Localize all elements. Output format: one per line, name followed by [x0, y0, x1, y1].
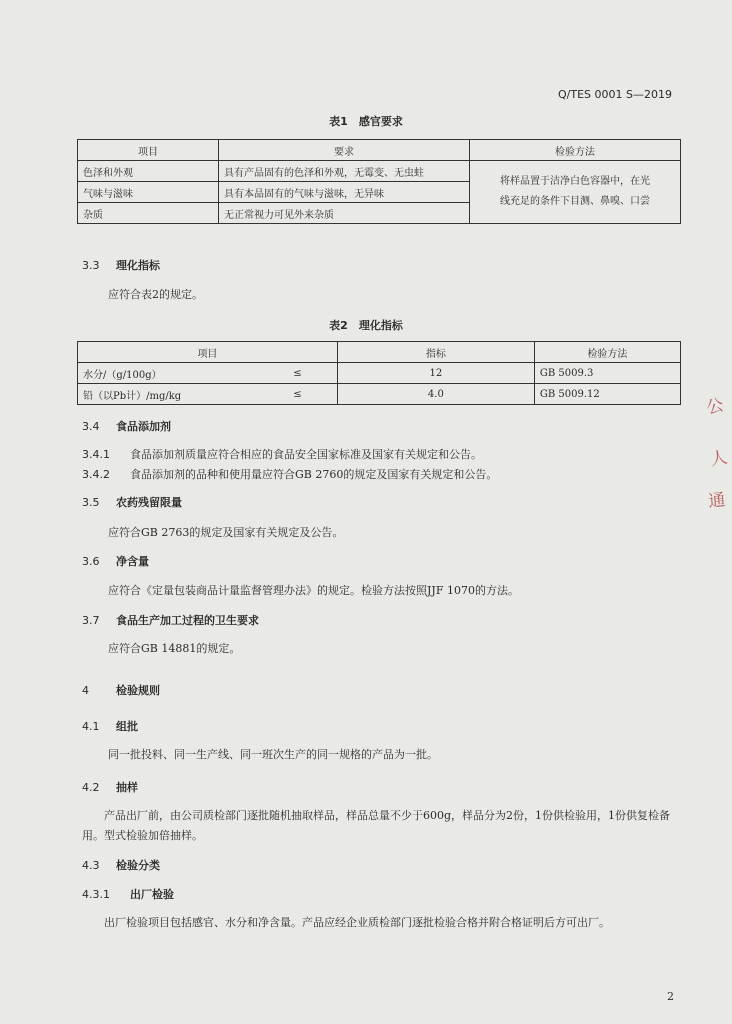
- table-header-cell: 检验方法: [534, 342, 680, 363]
- method-line: 将样品置于洁净白色容器中，在光: [500, 176, 650, 187]
- section-heading: [82, 682, 160, 698]
- table-header-row: [78, 342, 681, 363]
- section-number: 4.3: [82, 859, 100, 872]
- section-number: 3.3: [82, 259, 100, 272]
- section-number: 4.2: [82, 781, 100, 794]
- section-paragraph: 产品出厂前，由公司质检部门逐批随机抽取样品，样品总量不少于600g，样品分为2份，1份供检验用，1份供复检备用。型式检验加倍抽样。: [82, 809, 671, 842]
- section-number: 3.5: [82, 496, 100, 509]
- table-cell: 4.0: [337, 384, 534, 405]
- section-number: 3.4: [82, 420, 100, 433]
- section-text: 应符合GB 14881的规定。: [108, 642, 241, 655]
- table2-caption: 表2 理化指标: [329, 319, 403, 332]
- table-cell: 杂质: [78, 203, 219, 224]
- section-number: 4.3.1: [82, 888, 110, 901]
- table-cell: GB 5009.3: [534, 363, 680, 384]
- table-header-cell: 要求: [219, 140, 470, 161]
- section-heading: [82, 886, 174, 902]
- table-cell-operator: ≤: [258, 384, 337, 405]
- table-cell: 12: [337, 363, 534, 384]
- section-text: 同一批投料、同一生产线、同一班次生产的同一规格的产品为一批。: [108, 748, 438, 761]
- table-cell-operator: ≤: [258, 363, 337, 384]
- table-cell: 水分/（g/100g）: [78, 363, 259, 384]
- table-row: [78, 384, 681, 405]
- section-number: 3.7: [82, 614, 100, 627]
- section-title: 食品添加剂: [116, 420, 171, 433]
- section-number: 4.1: [82, 720, 100, 733]
- section-heading: [82, 718, 138, 734]
- table-cell: GB 5009.12: [534, 384, 680, 405]
- table-header-cell: 项目: [78, 140, 219, 161]
- section-title: 组批: [116, 720, 138, 733]
- section-heading: [82, 612, 259, 628]
- standard-code: Q/TES 0001 S—2019: [558, 88, 672, 101]
- method-line: 线充足的条件下目测、鼻嗅、口尝: [500, 196, 650, 207]
- section-heading: [82, 418, 171, 434]
- section-title: 检验分类: [116, 859, 160, 872]
- clause: [82, 466, 497, 482]
- section-title: 出厂检验: [130, 888, 174, 901]
- section-heading: [82, 553, 149, 569]
- section-text: 应符合表2的规定。: [108, 288, 203, 301]
- section-heading: [82, 857, 160, 873]
- section-number: 3.6: [82, 555, 100, 568]
- table-cell: 无正常视力可见外来杂质: [219, 203, 470, 224]
- table-cell: 色泽和外观: [78, 161, 219, 182]
- clause: [82, 446, 482, 462]
- section-title: 抽样: [116, 781, 138, 794]
- table-header-cell: 指标: [337, 342, 534, 363]
- clause-number: 3.4.2: [82, 468, 110, 481]
- table-row: [78, 363, 681, 384]
- table-cell: 铅（以Pb计）/mg/kg: [78, 384, 259, 405]
- clause-number: 3.4.1: [82, 448, 110, 461]
- table-cell-method: [470, 161, 681, 224]
- sensory-requirements-table: [77, 139, 681, 224]
- section-heading: [82, 257, 160, 273]
- red-stamp-fragment: 人: [708, 447, 730, 471]
- clause-text: 食品添加剂的品种和使用量应符合GB 2760的规定及国家有关规定和公告。: [130, 468, 498, 481]
- section-title: 农药残留限量: [116, 496, 182, 509]
- red-stamp-fragment: 通: [707, 490, 727, 512]
- section-paragraph: 出厂检验项目包括感官、水分和净含量。产品应经企业质检部门逐批检验合格并附合格证明后方可出厂。: [104, 916, 610, 929]
- section-heading: [82, 779, 138, 795]
- section-title: 净含量: [116, 555, 149, 568]
- section-heading: [82, 494, 182, 510]
- table-header-row: [78, 140, 681, 161]
- section-text: 应符合《定量包装商品计量监督管理办法》的规定。检验方法按照JJF 1070的方法。: [108, 584, 519, 597]
- section-title: 理化指标: [116, 259, 160, 272]
- section-number: 4: [82, 684, 89, 697]
- clause-text: 食品添加剂质量应符合相应的食品安全国家标准及国家有关规定和公告。: [130, 448, 482, 461]
- table-cell: 具有产品固有的色泽和外观，无霉变、无虫蛀: [219, 161, 470, 182]
- table-row: [78, 161, 681, 182]
- table-cell: 气味与滋味: [78, 182, 219, 203]
- physicochemical-table: [77, 341, 681, 405]
- section-title: 检验规则: [116, 684, 160, 697]
- red-stamp-fragment: 公: [704, 395, 726, 419]
- table1-caption: 表1 感官要求: [329, 115, 403, 128]
- table-header-cell: 检验方法: [470, 140, 681, 161]
- table-cell: 具有本品固有的气味与滋味，无异味: [219, 182, 470, 203]
- page-number: 2: [667, 990, 674, 1003]
- table-header-cell: 项目: [78, 342, 338, 363]
- section-title: 食品生产加工过程的卫生要求: [116, 614, 259, 627]
- section-text: 应符合GB 2763的规定及国家有关规定及公告。: [108, 526, 344, 539]
